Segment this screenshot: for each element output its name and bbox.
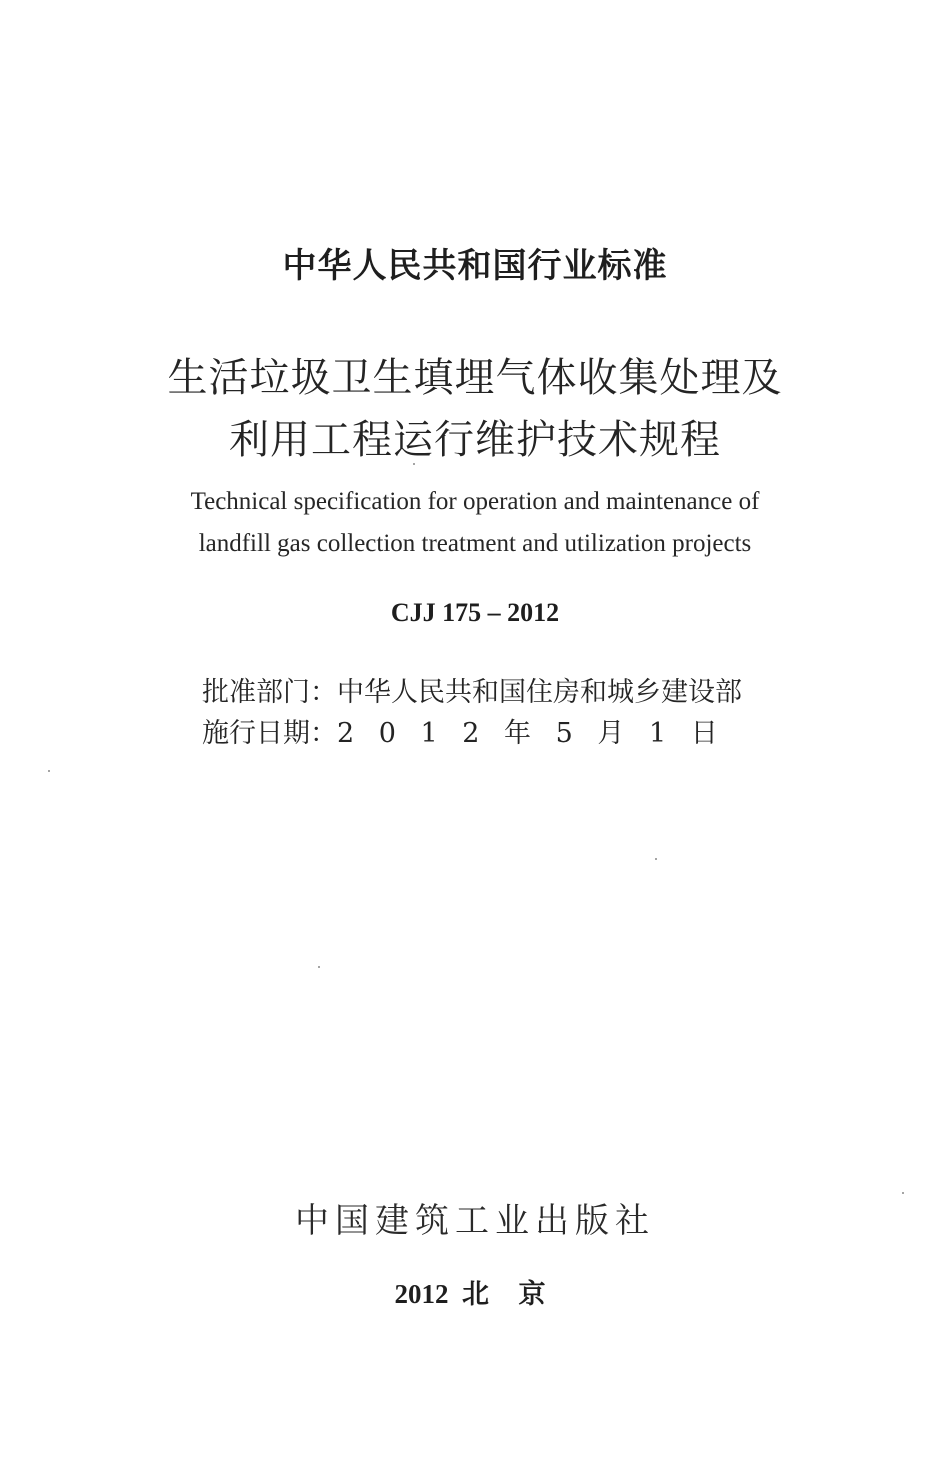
chinese-title-line-2: 利用工程运行维护技术规程 [229,417,721,463]
effective-date-row [202,711,726,750]
standard-type-heading: 中华人民共和国行业标准 [282,246,668,286]
scan-speck [655,858,657,860]
publication-city: 北 京 [462,1279,556,1310]
approval-row [202,670,742,709]
scan-speck [48,770,50,772]
scan-speck [413,463,415,465]
scan-speck [318,966,320,968]
effective-value: 2 0 1 2 年 5 月 1 日 [337,718,726,749]
chinese-title-line-1: 生活垃圾卫生填埋气体收集处理及 [167,355,783,401]
publication-place [0,1272,950,1311]
approval-value: 中华人民共和国住房和城乡建设部 [337,677,742,708]
publisher-name: 中国建筑工业出版社 [295,1201,655,1241]
english-title-line-1: Technical specification for operation and maintenance of [190,488,760,515]
scan-speck [902,1192,904,1194]
effective-label: 施行日期： [202,718,337,749]
english-title-line-2: landfill gas collection treatment and utilization projects [198,530,752,557]
publication-year: 2012 [394,1279,449,1309]
standard-code: CJJ 175 – 2012 [390,598,560,627]
approval-label: 批准部门： [202,677,337,708]
